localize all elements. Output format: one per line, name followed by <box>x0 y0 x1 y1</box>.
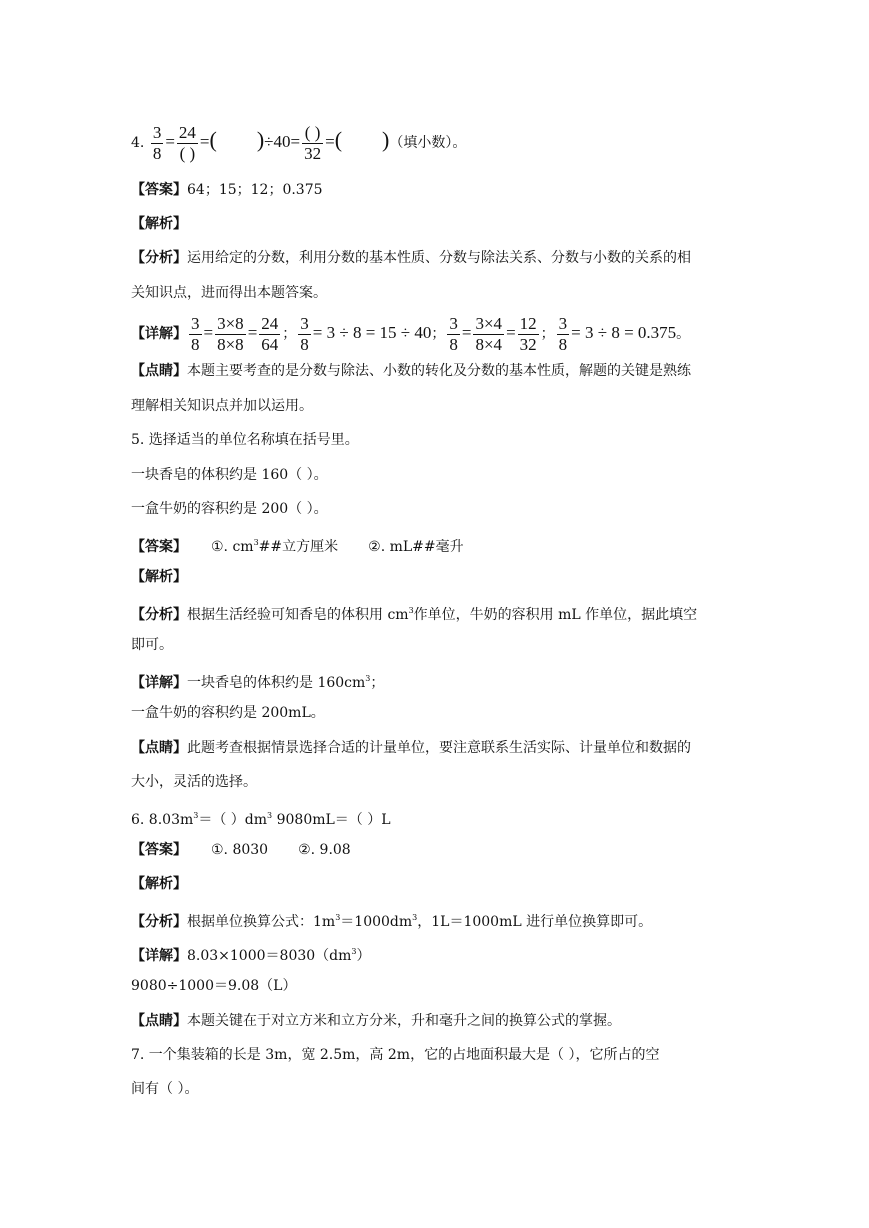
q6-fenxi: 【分析】根据单位换算公式：$1m^3=1000dm^3$，1L＝1000mL 进行单位换算即可。 <box>131 913 653 930</box>
q4-answer: 【答案】64；15；12；0.375 <box>131 182 323 198</box>
q6-title: 6. $8.03m^3=$（ ）$dm^3$ 9080mL＝（ ）L <box>131 811 391 828</box>
q6-jiexi: 【解析】 <box>131 876 187 892</box>
q5-answer: 【答案】 ①. $cm^3\#\#$立方厘米 ②. mL##毫升 <box>131 538 464 555</box>
q5-xiangjie: 【详解】一块香皂的体积约是 $160cm^3$； <box>131 674 385 691</box>
q6-answer: 【答案】 ①. 8030 ②. 9.08 <box>131 842 351 858</box>
q7-line-1: 7. 一个集装箱的长是 3m，宽 2.5m，高 2m，它的占地面积最大是（ ），它所占的空 <box>131 1047 660 1063</box>
q5-fenxi: 【分析】根据生活经验可知香皂的体积用 $cm^3$作单位，牛奶的容积用 mL 作单位，据此填空 <box>131 606 698 623</box>
q5-xiangjie-cont: 一盒牛奶的容积约是 200mL。 <box>131 705 325 721</box>
q4-fraction-blank-32: $\frac{( )}{32}$ <box>304 122 322 163</box>
q4-fenxi: 【分析】运用给定的分数，利用分数的基本性质、分数与除法关系、分数与小数的关系的相 <box>131 250 691 266</box>
q6-xiangjie-cont: 9080÷1000＝9.08（L） <box>131 978 297 994</box>
q5-line-2: 一盒牛奶的容积约是 200（ ）。 <box>131 501 328 517</box>
q4-fraction-3-8: $\frac{3}{8}$ <box>152 122 162 163</box>
q5-dianjing-cont: 大小，灵活的选择。 <box>131 774 257 790</box>
q4-xiangjie: 【详解】 $\frac{3}{8}$ = $\frac{3\times 8}{8\times 8}$ = $\frac{24}{64}$ ； $\frac{3}{8}$ = 3 ÷ 8 = 15 ÷ 40； $\frac{3}{8}$ = $\frac{3\times 4}{8\times 4}$ = $\frac{12}{32}$ ； $\frac{3}{8}$ = 3 ÷ 8 = 0.375。 <box>131 313 691 354</box>
q4-number: 4. <box>131 135 145 151</box>
q4-dianjing-cont: 理解相关知识点并加以运用。 <box>131 398 313 414</box>
q5-line-1: 一块香皂的体积约是 160（ ）。 <box>131 467 328 483</box>
q4-problem: 4. $\frac{3}{8}$ = $\frac{24}{( )}$ =( )÷40= $\frac{( )}{32}$ =( )（填小数）。 <box>131 122 467 163</box>
q6-xiangjie: 【详解】$8.03\times 1000=8030(dm^3)$ <box>131 947 371 964</box>
q4-jiexi: 【解析】 <box>131 216 187 232</box>
q4-fraction-24-blank: $\frac{24}{( )}$ <box>178 122 196 163</box>
q5-dianjing: 【点睛】此题考查根据情景选择合适的计量单位，要注意联系生活实际、计量单位和数据的 <box>131 740 691 756</box>
q7-line-2: 间有（ ）。 <box>131 1081 199 1097</box>
q6-dianjing: 【点睛】本题关键在于对立方米和立方分米，升和毫升之间的换算公式的掌握。 <box>131 1013 621 1029</box>
q4-fenxi-cont: 关知识点，进而得出本题答案。 <box>131 285 327 301</box>
q5-fenxi-cont: 即可。 <box>131 637 173 653</box>
q5-title: 5. 选择适当的单位名称填在括号里。 <box>131 432 359 448</box>
q4-dianjing: 【点睛】本题主要考查的是分数与除法、小数的转化及分数的基本性质，解题的关键是熟练 <box>131 363 691 379</box>
q5-jiexi: 【解析】 <box>131 569 187 585</box>
